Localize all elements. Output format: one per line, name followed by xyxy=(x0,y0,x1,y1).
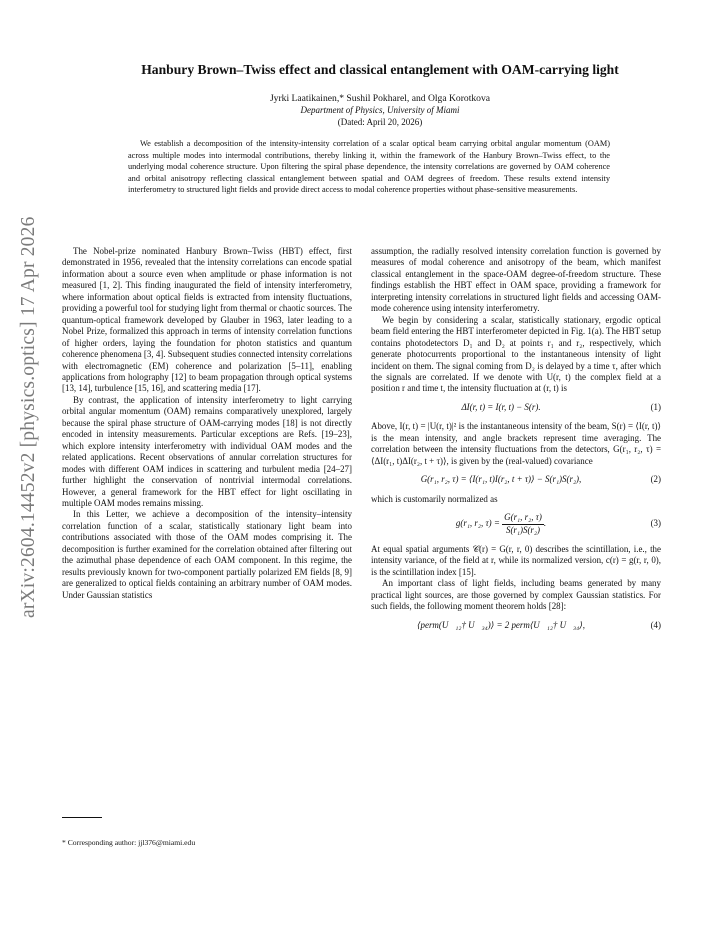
equation-2-number: (2) xyxy=(650,474,661,485)
equation-3-fraction xyxy=(502,512,544,536)
equation-1 xyxy=(371,402,661,413)
author-list: Jyrki Laatikainen,* Sushil Pokharel, and Olga Korotkova xyxy=(269,93,491,104)
body-paragraph-continued: assumption, the radially resolved intensity correlation function is governed by measures of modal coherence and anisotropy of the beam, which manifest classical entanglement in the space-OAM degree-of-freedom structure. These findings establish the HBT effect in OAM space, providing a framework for interpreting intensity correlations in structured light fields and accessing OAM-mode coherence using intensity interferometry. xyxy=(371,246,661,314)
equation-1-number: (1) xyxy=(650,401,661,412)
equation-3-denominator: S(r₁)S(r₂) xyxy=(505,524,540,535)
intro-paragraph-3: In this Letter, we achieve a decomposition of the intensity–intensity correlation function of a scalar, statistically stationary light beam into contributions associated with those of the OAM modes comprising it. The decomposition is further examined for the correlation obtained after filtering out the azimuthal phase dependence of each OAM component. In this regime, the results previously known for two-component partially polarized EM fields [8, 9] are generalized to optical fields containing an arbitrary number of OAM modes. Under Gaussian statistics xyxy=(62,509,352,600)
body-paragraph-normalized: which is customarily normalized as xyxy=(371,493,498,504)
right-column xyxy=(371,246,661,639)
body-paragraph-gaussian: An important class of light fields, including beams generated by many practical light sources, are those governed by complex Gaussian statistics. For such fields, the following moment theorem holds [28]: xyxy=(371,578,661,612)
equation-3-lhs: g(r₁, r₂, τ) = xyxy=(455,518,500,529)
abstract: We establish a decomposition of the intensity-intensity correlation of a scalar optical beam carrying orbital angular momentum (OAM) across multiple modes into intermodal contributions, thereby linking it, within the framework of the Hanbury Brown–Twiss effect, to the underlying modal coherence structure. Upon filtering the spiral phase dependence, the intensity correlations are governed by OAM coherence and orbital anisotropy reflecting classical entanglement between spatial and OAM degrees of freedom. These results extend intensity interferometry to structured light fields and provide direct access to modal coherence properties without phase-sensitive measurements. xyxy=(128,139,610,195)
affiliation: Department of Physics, University of Miami xyxy=(300,105,460,115)
equation-2-body: G(r₁, r₂, τ) = ⟨I(r₁, t)I(r₂, t + τ)⟩ − S(r₁)S(r₂), xyxy=(420,474,582,485)
intro-paragraph-1: The Nobel-prize nominated Hanbury Brown–Twiss (HBT) effect, first demonstrated in 1956, revealed that the intensity correlations can encode spatial information about a source even when amplitude or phase information is not measured [1, 2]. This finding inaugurated the field of intensity interferometry, where information about optical fields is extracted from intensity fluctuations, providing a powerful tool for studying light from thermal or chaotic sources. The quantum-optical framework developed by Glauber in 1963, later leading to a Nobel Prize, formalized this approach in terms of intensity correlation functions of higher orders, laying the foundation for photon statistics and quantum coherence phenomena [3, 4]. Subsequent studies connected intensity correlations with electromagnetic (EM) coherence and polarization [5–11], enabling applications from holography [12] to beam propagation through optical systems [13, 14], turbulence [15, 16], and scattering media [17]. xyxy=(62,246,352,394)
equation-1-body: ΔI(r, t) = I(r, t) − S(r). xyxy=(461,401,541,412)
equation-3-numerator: G(r₁, r₂, τ) xyxy=(502,512,544,524)
paper-title: Hanbury Brown–Twiss effect and classical entanglement with OAM-carrying light xyxy=(141,62,619,77)
equation-3: g(r₁, r₂, τ) = $\frac{\text{G(r₁, r₂, τ)}}{\text{S(r₁)S(r₂)}}$ . (3) xyxy=(455,512,661,535)
equation-2 xyxy=(371,474,661,485)
intro-paragraph-2: By contrast, the application of intensity interferometry to light carrying orbital angular momentum (OAM) remains comparatively unexplored, largely because the spiral phase structure of OAM-carrying modes [18] is not directly encoded in intensity measurements. Particular exceptions are Refs. [19–23], which explore intensity interferometry with individual OAM modes and the related applications. Recent observations of annular correlation structures for modes with different OAM indices in scattering and turbulent media [24–27] further highlight the conservation of nontrivial intermodal correlations. However, a general framework for the HBT effect for light oscillating in multiple OAM modes remains missing. xyxy=(62,394,352,508)
body-paragraph-setup: We begin by considering a scalar, statistically stationary, ergodic optical beam field entering the HBT interferometer depicted in Fig. 1(a). The HBT setup contains photodetectors D₁ and D₂ at points r₁ and r₂, respectively, which generate photocurrents proportional to the instantaneous intensity of light incident on them. The signal coming from D₂ is delayed by a time τ, after which the signals are correlated. If we denote with U(r, t) the complex field at a position r and time t, the intensity fluctuation at (r, t) is xyxy=(371,314,661,394)
footnote: * Corresponding author: jjl376@miami.edu xyxy=(62,838,196,847)
equation-3-number: (3) xyxy=(650,518,661,529)
footnote-divider xyxy=(62,817,102,818)
body-paragraph-scintillation: At equal spatial arguments 𝒞(r) = G(r, r, 0) describes the scintillation, i.e., the intensity variance, of the field at r, while its normalized version, c(r) = g(r, r, 0), is the scintillation index [15]. xyxy=(371,543,661,577)
equation-4-body: ⟨perm(U⃗₁₂† U⃗₃₄)⟩ = 2 perm⟨U⃗₁₂† U⃗₃₄⟩, xyxy=(417,619,585,630)
body-paragraph-definitions: Above, I(r, t) = |U(r, t)|² is the instantaneous intensity of the beam, S(r) = ⟨I(r, t)⟩ is the mean intensity, and angle brackets represent time averaging. The correlation between the intensity fluctuations from the detectors, G(r₁, r₂, τ) = ⟨ΔI(r₁, t)ΔI(r₂, t + τ)⟩, is given by the (real-valued) covariance xyxy=(371,421,661,466)
left-column xyxy=(62,246,352,601)
dated-line: (Dated: April 20, 2026) xyxy=(337,117,423,127)
equation-4 xyxy=(371,620,661,631)
equation-4-number: (4) xyxy=(650,619,661,630)
